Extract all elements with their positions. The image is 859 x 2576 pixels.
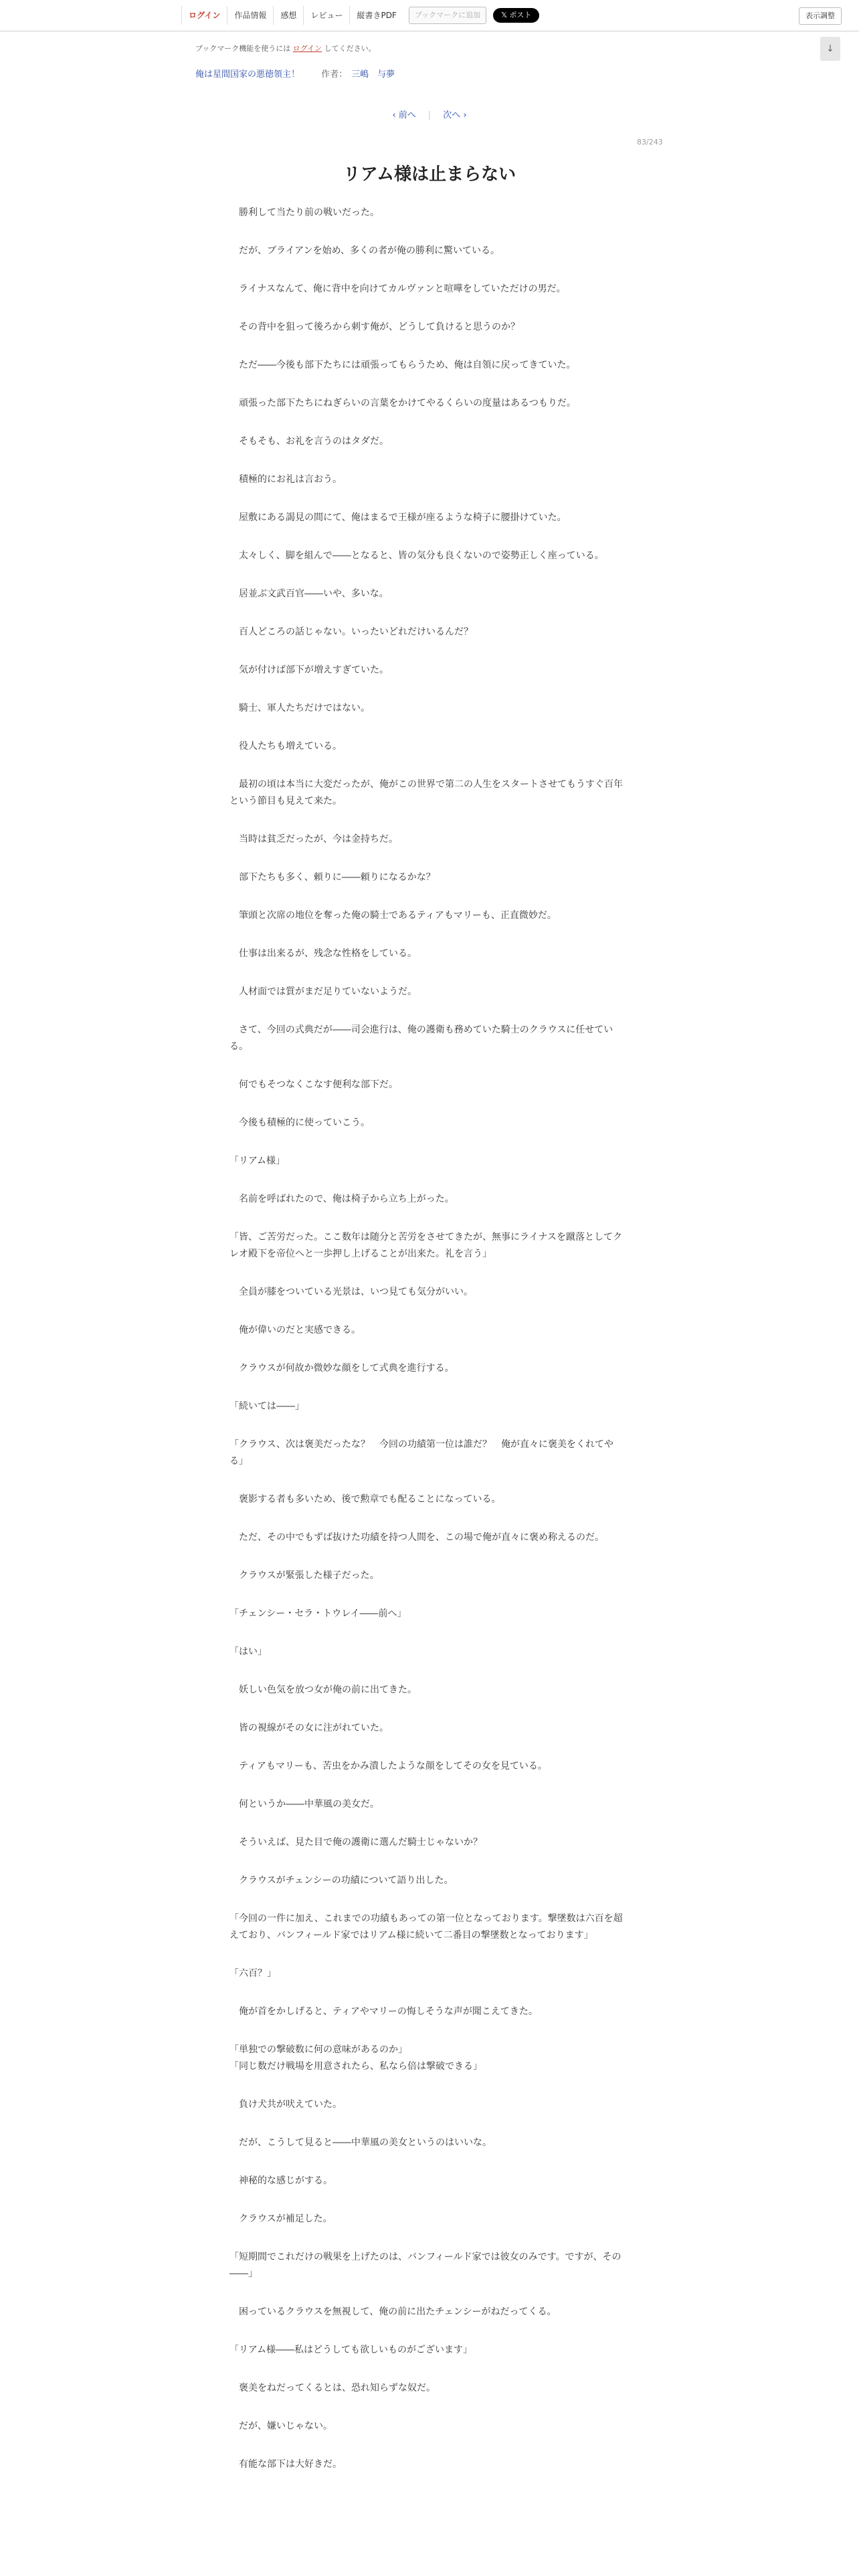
paragraph-text: 積極的にお礼は言おう。 [229,474,342,485]
paragraph-text: ライナスなんて、俺に背中を向けてカルヴァンと喧嘩をしていただけの男だ。 [229,284,566,294]
paragraph-text: 「単独での撃破数に何の意味があるのか」 「同じ数だけ戦場を用意されたら、私なら倍は撃破できる」 [229,2044,482,2072]
paragraph-text: さて、今回の式典だが――司会進行は、俺の護衛も務めていた騎士のクラウスに任せている。 [229,1025,613,1052]
review-link[interactable]: レビュー [303,6,349,25]
paragraph-text: 「チェンシー・セラ・トウレイ――前へ」 [229,1608,407,1619]
novel-paragraph [229,1965,626,1982]
paragraph-text: 何というか――中華風の美女だ。 [229,1799,379,1810]
novel-paragraph [229,1022,626,1055]
author-label: 作者： [321,70,348,80]
paragraph-text: 「六百？」 [229,1968,276,1979]
novel-paragraph [229,2173,626,2189]
paragraph-text: クラウスがチェンシーの功績について語り出した。 [229,1875,454,1886]
paragraph-text: 頑張った部下たちにねぎらいの言葉をかけてやるくらいの度量はあるつもりだ。 [229,398,576,409]
author-link[interactable]: 三嶋 与夢 [351,70,395,80]
paragraph-text: 居並ぶ文武百官――いや、多いな。 [229,588,389,599]
paragraph-text: 屋敷にある謁見の間にて、俺はまるで王様が座るような椅子に腰掛けていた。 [229,512,567,523]
novel-paragraph [229,831,626,848]
paragraph-text: そういえば、見た目で俺の護衛に選んだ騎士じゃないか？ [229,1837,482,1848]
novel-paragraph [229,471,626,488]
paragraph-text: だが、ブライアンを始め、多くの者が俺の勝利に驚いている。 [229,245,500,256]
novel-paragraph [229,1229,626,1263]
paragraph-text: 有能な部下は大好きだ。 [229,2459,342,2470]
paragraph-text: 部下たちも多く、頼りに――頼りになるかな？ [229,872,436,883]
paragraph-text: 「クラウス、次は褒美だったな？ 今回の功績第一位は誰だ？ 俺が直々に褒美をくれてやる」 [229,1439,613,1467]
novel-paragraph [229,1568,626,1584]
episode-counter: 83/243 [637,138,663,146]
paragraph-text: その背中を狙って後ろから刺す俺が、どうして負けると思うのか？ [229,322,520,332]
novel-paragraph [229,548,626,564]
paragraph-text: 何でもそつなくこなす便利な部下だ。 [229,1079,398,1090]
novel-paragraph [229,869,626,886]
novel-paragraph [229,2304,626,2321]
novel-paragraph [229,1191,626,1208]
paragraph-text: ティアもマリーも、苦虫をかみ潰したような顔をしてその女を見ている。 [229,1761,547,1772]
paragraph-text: 名前を呼ばれたので、俺は椅子から立ち上がった。 [229,1194,454,1204]
novel-paragraph [229,1436,626,1470]
novel-paragraph [229,1491,626,1508]
novel-paragraph [229,1911,626,1944]
paragraph-text: ただ――今後も部下たちには頑張ってもらうため、俺は自領に戻ってきていた。 [229,360,576,370]
paragraph-text: 筆頭と次席の地位を奪った俺の騎士であるティアもマリーも、正直微妙だ。 [229,910,557,921]
novel-paragraph [229,2380,626,2397]
paragraph-text: クラウスが緊張した様子だった。 [229,1570,379,1581]
paragraph-text: 当時は貧乏だったが、今は金持ちだ。 [229,834,398,845]
pager-separator: | [427,110,432,120]
paragraph-text: 仕事は出来るが、残念な性格をしている。 [229,948,417,959]
novel-paragraph [229,2342,626,2359]
novel-paragraph [229,1758,626,1775]
top-nav [181,6,539,25]
paragraph-text: 「続いては――」 [229,1401,304,1412]
paragraph-text: 「短期間でこれだけの戦果を上げたのは、バンフィールド家では彼女のみです。ですが、その――」 [229,2252,622,2279]
paragraph-text: 負け犬共が吠えていた。 [229,2099,342,2110]
novel-paragraph [229,1115,626,1132]
novel-paragraph [229,2249,626,2282]
paragraph-text: 妖しい色気を放つ女が俺の前に出てきた。 [229,1685,417,1695]
paragraph-text: 俺が偉いのだと実感できる。 [229,1325,361,1335]
paragraph-text: 皆の視線がその女に注がれていた。 [229,1723,389,1733]
paragraph-text: 困っているクラウスを無視して、俺の前に出たチェンシーがねだってくる。 [229,2306,557,2317]
paragraph-text: だが、こうして見ると――中華風の美女というのはいいな。 [229,2137,492,2148]
novel-paragraph [229,1834,626,1851]
novel-paragraph [229,1398,626,1415]
bookmark-notice-text-before: ブックマーク機能を使うには [195,44,293,53]
paragraph-text: クラウスが何故か微妙な顔をして式典を進行する。 [229,1363,454,1374]
novel-paragraph [229,738,626,755]
novel-paragraph [229,662,626,679]
paragraph-text: 褒影する者も多いため、後で勲章でも配ることになっている。 [229,1494,501,1505]
paragraph-text: ただ、その中でもずば抜けた功績を持つ人間を、この場で俺が直々に褒め称えるのだ。 [229,1532,604,1543]
paragraph-text: 太々しく、脚を組んで――となると、皆の気分も良くないので姿勢正しく座っている。 [229,550,604,561]
novel-paragraph [229,2135,626,2151]
paragraph-text: クラウスが補足した。 [229,2214,332,2224]
novel-paragraph [229,510,626,526]
paragraph-text: 勝利して当たり前の戦いだった。 [229,207,379,218]
novel-paragraph [229,776,626,810]
novel-paragraph [229,2004,626,2020]
paragraph-text: 騎士、軍人たちだけではない。 [229,703,370,714]
paragraph-text: 「今回の一件に加え、これまでの功績もあっての第一位となっております。撃墜数は六百を超えており、バンフィールド家ではリアム様に続いて二番目の撃墜数となっております」 [229,1913,623,1941]
novel-paragraph [229,1872,626,1889]
novel-paragraph [229,281,626,298]
impressions-link[interactable]: 感想 [273,6,303,25]
chapter-title: リアム様は止まらない [343,165,516,185]
bookmark-login-link[interactable]: ログイン [292,44,322,53]
add-bookmark-button[interactable]: ブックマークに追加 [409,7,486,24]
paragraph-text: 百人どころの話じゃない。いったいどれだけいるんだ？ [229,627,473,637]
paragraph-text: 全員が膝をついている光景は、いつ見ても気分がいい。 [229,1287,473,1297]
novel-paragraph [229,357,626,374]
novel-paragraph [229,700,626,717]
novel-body [229,205,626,2494]
paragraph-text: 「リアム様」 [229,1156,286,1166]
novel-paragraph [229,1284,626,1301]
novel-paragraph [229,984,626,1000]
novel-paragraph [229,2456,626,2473]
novel-paragraph [229,395,626,412]
novel-paragraph [229,205,626,221]
paragraph-text: 最初の頃は本当に大変だったが、俺がこの世界で第二の人生をスタートさせてもうすぐ百年という節目も見えて来た。 [229,779,623,807]
bookmark-notice-text-after: してください。 [322,44,376,53]
novel-paragraph [229,1322,626,1339]
paragraph-text: 人材面では質がまだ足りていないようだ。 [229,986,417,997]
work-info-line [195,67,395,80]
novel-paragraph [229,2418,626,2435]
novel-paragraph [229,433,626,450]
novel-paragraph [229,2211,626,2228]
novel-paragraph [229,1153,626,1170]
novel-paragraph [229,946,626,962]
novel-paragraph [229,1360,626,1377]
paragraph-text: 役人たちも増えている。 [229,741,342,752]
novel-paragraph [229,1720,626,1737]
novel-paragraph [229,624,626,641]
prev-episode-link[interactable]: ‹ 前へ [392,110,416,120]
paragraph-text: 褒美をねだってくるとは、恐れ知らずな奴だ。 [229,2383,436,2393]
novel-paragraph [229,2042,626,2075]
bookmark-notice [195,43,376,53]
novel-paragraph [229,1644,626,1660]
novel-paragraph [229,1796,626,1813]
novel-paragraph [229,1077,626,1093]
paragraph-text: そもそも、お礼を言うのはタダだ。 [229,436,389,447]
novel-paragraph [229,2097,626,2113]
paragraph-text: 神秘的な感じがする。 [229,2175,332,2186]
novel-paragraph [229,1529,626,1546]
login-link[interactable]: ログイン [181,6,227,25]
episode-pager [0,108,859,120]
novel-paragraph [229,243,626,259]
paragraph-text: 俺が首をかしげると、ティアやマリーの悔しそうな声が聞こえてきた。 [229,2006,538,2017]
novel-paragraph [229,907,626,924]
novel-paragraph [229,586,626,603]
vertical-pdf-link[interactable]: 縦書きPDF [349,6,403,25]
paragraph-text: 気が付けば部下が増えすぎていた。 [229,665,389,675]
top-navigation-bar [0,0,859,31]
display-settings-button[interactable]: 表示調整 [799,7,842,25]
scroll-down-icon[interactable]: ↓ [820,37,840,61]
work-info-link[interactable]: 作品情報 [227,6,273,25]
paragraph-text: 「リアム様――私はどうしても欲しいものがございます」 [229,2345,473,2355]
novel-paragraph [229,1682,626,1699]
paragraph-text: 「皆、ご苦労だった。ここ数年は随分と苦労をさせてきたが、無事にライナスを蹴落としてクレオ殿下を帝位へと一歩押し上げることが出来た。礼を言う」 [229,1232,623,1259]
paragraph-text: だが、嫌いじゃない。 [229,2421,332,2432]
next-episode-link[interactable]: 次へ › [443,110,467,120]
novel-paragraph [229,1606,626,1622]
paragraph-text: 「はい」 [229,1646,267,1657]
novel-paragraph [229,319,626,336]
x-share-button[interactable]: 𝕏 ポスト [493,8,539,23]
paragraph-text: 今後も積極的に使っていこう。 [229,1117,370,1128]
work-title-link[interactable]: 俺は星間国家の悪徳領主！ [195,70,300,80]
